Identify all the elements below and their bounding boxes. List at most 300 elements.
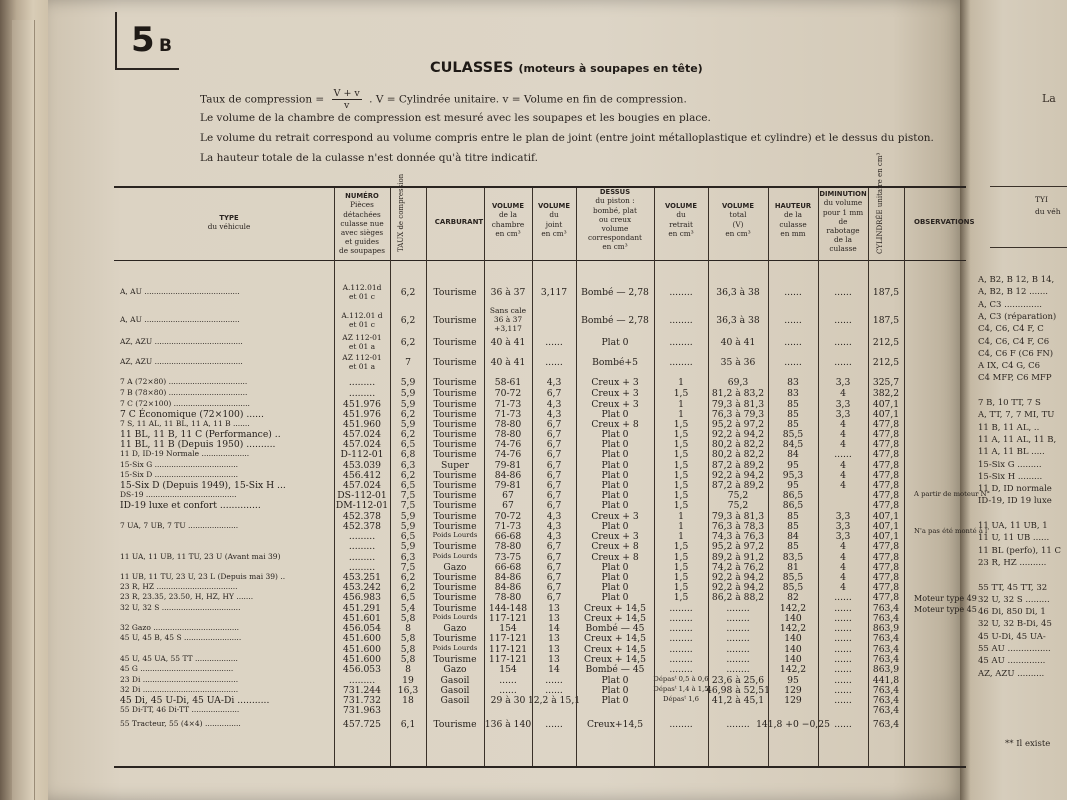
cell-type: DS-19 ...................................... (120, 490, 237, 499)
cell-cyl: 477,8 (872, 429, 900, 440)
cell-joint: 6,7 (546, 388, 562, 399)
cell-total: 80,2 à 82,2 (711, 439, 765, 450)
cell-haut: 83,5 (782, 552, 804, 563)
cell-total: 81,2 à 83,2 (711, 388, 765, 399)
dessus-line: volume (601, 223, 629, 233)
right-page-line: 11 B, 11 AL, .. (978, 422, 1040, 433)
right-page-line: 15-Six H ......... (978, 471, 1043, 482)
cell-total: 79,3 à 81,3 (711, 511, 765, 522)
cell-haut: 140 (784, 654, 802, 665)
cell-dessus: Creux + 3 (591, 377, 639, 388)
numero-line: culasse nue (340, 218, 384, 228)
cell-cyl: 407,1 (872, 531, 900, 542)
cell-carb: Gazo (443, 623, 467, 634)
cell-joint: 6,7 (546, 470, 562, 481)
cell-carb: Poids Lourds (432, 531, 478, 539)
cell-chambre: 84-86 (494, 582, 522, 593)
cell-total: 36,3 à 38 (716, 287, 760, 298)
cell-dim: ...... (834, 337, 852, 348)
cell-num: A.112.01 d (341, 310, 383, 320)
cell-cyl: 325,7 (872, 377, 900, 388)
cell-dim: 4 (840, 470, 846, 481)
cell-num: 456.054 (343, 623, 381, 634)
cell-cyl: 477,8 (872, 582, 900, 593)
column-rule (532, 188, 533, 766)
cell-type: 11 UA, 11 UB, 11 TU, 23 U (Avant mai 39) (120, 552, 281, 561)
cell-cyl: 212,5 (872, 337, 900, 348)
cell-num: DM-112-01 (335, 500, 389, 511)
cell-retrait: 1,5 (673, 439, 689, 450)
cell-type: A, AU ........................................ (120, 315, 240, 324)
cell-retrait: ........ (669, 315, 693, 326)
cell-joint: 14 (548, 664, 560, 675)
cell-num: ......... (348, 675, 376, 686)
cell-retrait: 1,5 (673, 490, 689, 501)
vol_total-line: (V) (732, 219, 744, 229)
right-page-line: A, TT, 7, 7 MI, TU (978, 410, 1055, 421)
cell-haut: 81 (787, 562, 799, 573)
cell-retrait: ........ (669, 719, 693, 730)
cell-carb: Tourisme (433, 315, 477, 326)
cell-chambre: 71-73 (494, 399, 522, 410)
cell-joint: 6,7 (546, 541, 562, 552)
cell-dim: ...... (834, 287, 852, 298)
cell-num: 451.600 (343, 644, 381, 655)
cell-dessus: Creux + 3 (591, 399, 639, 410)
numero-line: NUMÉRO (345, 192, 379, 200)
cell-chambre: 84-86 (494, 572, 522, 583)
cell-dim: 4 (840, 541, 846, 552)
cell-taux: 6,5 (400, 439, 416, 450)
cell-total: 74,2 à 76,2 (711, 562, 765, 573)
cell-total: ........ (726, 603, 750, 614)
header-taux: TAUX de compression (397, 173, 405, 252)
cell-chambre: 136 à 140 (484, 719, 532, 730)
cell-num: 457.024 (343, 480, 381, 491)
cell-total: 92,2 à 94,2 (711, 582, 765, 593)
observation-note: A partir de moteur N° (914, 490, 990, 498)
page-badge-number: 5 (131, 20, 154, 60)
cell-num: DS-112-01 (337, 490, 387, 501)
cell-retrait: ........ (669, 357, 693, 368)
cell-total: 92,2 à 94,2 (711, 470, 765, 481)
cell-haut: 95 (787, 675, 799, 686)
cell-dim: ...... (834, 592, 852, 603)
cell-num: AZ 112-01 (342, 332, 382, 342)
cell-type: 32 U, 32 S ................................. (120, 603, 241, 612)
cell-type: 15-Six D (Depuis 1949), 15-Six H ... (120, 480, 286, 491)
cell-type: 32 Gazo .................................... (120, 623, 240, 632)
numero-line: et guides (344, 236, 379, 246)
cell-joint: 6,7 (546, 562, 562, 573)
vol_retrait-line: retrait (669, 219, 693, 229)
column-rule (708, 188, 709, 766)
cell-retrait: Dépasᵗ 0,5 à 0,6 (653, 675, 709, 683)
cell-num: 731.244 (343, 685, 381, 696)
cell-haut: 85 (787, 541, 799, 552)
right-page-line: 11 D, ID normale (978, 484, 1052, 495)
cell-chambre: 79-81 (494, 480, 522, 491)
cell-cyl: 477,8 (872, 541, 900, 552)
cell-dim: 4 (840, 582, 846, 593)
cell-carb: Gasoil (440, 675, 470, 686)
cell-chambre: 117-121 (488, 613, 528, 624)
cell-cyl: 382,2 (872, 388, 900, 399)
cell-chambre: 67 (502, 490, 514, 501)
cell-chambre: Sans cale (489, 306, 527, 315)
cell-haut: 85 (787, 419, 799, 430)
cell-cyl: 477,8 (872, 572, 900, 583)
header-vol-joint (532, 202, 576, 238)
fraction-denominator: v (343, 100, 350, 111)
cell-chambre: 84-86 (494, 470, 522, 481)
cell-joint: ...... (545, 719, 563, 730)
cell-taux: 7 (405, 357, 411, 368)
cell-type: AZ, AZU ..................................... (120, 337, 243, 346)
cell-num: et 01 c (349, 319, 375, 329)
cell-dim: 4 (840, 572, 846, 583)
cell-joint: 12,2 à 15,1 (527, 695, 581, 706)
cell-taux: 6,2 (400, 429, 416, 440)
cell-carb: Tourisme (433, 377, 477, 388)
cell-dessus: Plat 0 (601, 480, 629, 491)
cell-type: 45 U, 45 UA, 55 TT .................. (120, 654, 238, 663)
cell-haut: 83 (787, 377, 799, 388)
cell-cyl: 763,4 (872, 654, 900, 665)
cell-retrait: 1 (678, 531, 684, 542)
cell-carb: Gasoil (440, 695, 470, 706)
cell-total: 92,2 à 94,2 (711, 429, 765, 440)
cell-joint: 6,7 (546, 449, 562, 460)
cell-carb: Poids Lourds (432, 644, 478, 652)
cell-type: 45 U, 45 B, 45 S ........................ (120, 633, 242, 642)
cell-chambre: 74-76 (494, 449, 522, 460)
column-rule (484, 188, 485, 766)
cell-type: 23 R, HZ .................................. (120, 582, 238, 591)
vol_joint-line: joint (545, 219, 563, 229)
title-main: CULASSES (430, 60, 514, 76)
cell-taux: 6,2 (400, 582, 416, 593)
cell-dim: 4 (840, 562, 846, 573)
column-rule (334, 188, 335, 766)
cell-carb: Tourisme (433, 337, 477, 348)
cell-carb: Tourisme (433, 429, 477, 440)
cell-haut: 82 (787, 592, 799, 603)
header-diminution (818, 190, 868, 253)
cell-taux: 6,5 (400, 531, 416, 542)
cell-joint: 6,7 (546, 480, 562, 491)
cell-retrait: 1,5 (673, 592, 689, 603)
cell-dim: ...... (834, 719, 852, 730)
cell-dim: ...... (834, 644, 852, 655)
cell-num: 456.053 (343, 664, 381, 675)
cell-dim: 4 (840, 429, 846, 440)
right-page-line: A, C3 .............. (978, 299, 1042, 310)
cell-haut: 95 (787, 480, 799, 491)
numero-line: avec sièges (340, 227, 384, 237)
column-rule (576, 188, 577, 766)
header-carburant: CARBURANT (434, 218, 484, 226)
cell-dim: 3,3 (835, 521, 851, 532)
cell-dessus: Creux + 14,5 (584, 654, 646, 665)
cell-retrait: 1,5 (673, 552, 689, 563)
right-page-col-frag-2: du véh (1035, 207, 1061, 216)
cell-carb: Tourisme (433, 480, 477, 491)
header-type (134, 214, 324, 232)
cell-type: 32 Di ........................................ (120, 685, 239, 694)
cell-num: et 01 c (349, 291, 375, 301)
cell-taux: 6,3 (400, 552, 416, 563)
cell-num: ......... (348, 531, 376, 542)
cell-num: 457.725 (343, 719, 381, 730)
cell-chambre: 74-76 (494, 439, 522, 450)
cell-dim: ...... (834, 357, 852, 368)
cell-cyl: 212,5 (872, 357, 900, 368)
cell-total: 35 à 36 (720, 357, 756, 368)
cell-dim: ...... (834, 613, 852, 624)
right-page-line: 46 Di, 850 Di, 1 (978, 607, 1046, 618)
cell-total: 69,3 (727, 377, 749, 388)
cell-total: 46,98 à 52,51 (706, 685, 770, 696)
vol_joint-line: en cm³ (541, 228, 567, 238)
cell-haut: 85,5 (782, 572, 804, 583)
page-title (430, 60, 703, 76)
cell-cyl: 763,4 (872, 719, 900, 730)
cell-cyl: 763,4 (872, 603, 900, 614)
vol_joint-line: du (549, 210, 559, 220)
cell-type: 7 A (72×80) ................................. (120, 377, 248, 386)
cell-cyl: 477,8 (872, 449, 900, 460)
cell-retrait: 1,5 (673, 460, 689, 471)
cell-chambre: 154 (499, 623, 517, 634)
cell-cyl: 763,4 (872, 644, 900, 655)
cell-joint: 6,7 (546, 592, 562, 603)
cell-num: 457.024 (343, 429, 381, 440)
right-page-footnote: ** Il existe (1005, 739, 1051, 749)
compression-fraction (332, 88, 362, 111)
diminution-line: DIMINUTION (819, 190, 867, 198)
right-page-line: A, B2, B 12, B 14, (978, 275, 1055, 285)
cell-cyl: 763,4 (872, 613, 900, 624)
right-page-line: 32 U, 32 S ......... (978, 594, 1050, 605)
cell-dessus: Plat 0 (601, 500, 629, 511)
cell-joint: 4,3 (546, 521, 562, 532)
hauteur-line: culasse (779, 219, 807, 229)
cell-chambre: 144-148 (488, 603, 528, 614)
cell-joint: ...... (545, 685, 563, 696)
header-numero (336, 192, 388, 255)
cell-cyl: 863,9 (872, 664, 900, 675)
cell-carb: Tourisme (433, 719, 477, 730)
cell-taux: 5,8 (400, 644, 416, 655)
cell-total: 86,2 à 88,2 (711, 592, 765, 603)
cell-num: ......... (348, 562, 376, 573)
observation-note: Moteur type 45 (914, 605, 977, 614)
cell-cyl: 477,8 (872, 439, 900, 450)
cell-cyl: 763,4 (872, 633, 900, 644)
cell-joint: 6,7 (546, 572, 562, 583)
cell-haut: 86,5 (782, 500, 804, 511)
cell-cyl: 763,4 (872, 685, 900, 696)
cell-retrait: ........ (669, 337, 693, 348)
cell-chambre: 71-73 (494, 521, 522, 532)
cell-total: ........ (726, 664, 750, 675)
cell-num: 451.976 (343, 409, 381, 420)
numero-line: détachées (343, 209, 381, 219)
column-rule (390, 188, 391, 766)
cell-haut: 140 (784, 644, 802, 655)
right-page-line: A IX, C4 G, C6 (978, 361, 1041, 372)
cell-taux: 5,4 (400, 603, 416, 614)
cell-chambre: 117-121 (488, 633, 528, 644)
page-badge-suffix: B (159, 36, 172, 56)
cell-taux: 7,5 (400, 490, 416, 501)
cell-chambre: 79-81 (494, 460, 522, 471)
type-line: du véhicule (207, 222, 251, 232)
cell-retrait: 1 (678, 409, 684, 420)
header-observations: OBSERVATIONS (914, 218, 975, 226)
cell-joint: 14 (548, 623, 560, 634)
cell-retrait: Dépasᵗ 1,4 à 1,5 (653, 685, 709, 693)
vol_chambre-line: VOLUME (492, 202, 524, 210)
diminution-line: rabotage (826, 225, 860, 235)
cell-joint: 4,3 (546, 377, 562, 388)
cell-cyl: 477,8 (872, 490, 900, 501)
cell-haut: 140 (784, 633, 802, 644)
cell-carb: Poids Lourds (432, 613, 478, 621)
cell-cyl: 477,8 (872, 592, 900, 603)
cell-num: et 01 a (348, 361, 376, 371)
cell-dessus: Creux + 3 (591, 531, 639, 542)
cell-total: 80,2 à 82,2 (711, 449, 765, 460)
cell-carb: Gasoil (440, 685, 470, 696)
cell-dessus: Creux + 14,5 (584, 613, 646, 624)
cell-carb: Tourisme (433, 399, 477, 410)
cell-dessus: Plat 0 (601, 521, 629, 532)
cell-total: ........ (726, 719, 750, 730)
diminution-line: de (838, 216, 848, 226)
cell-total: 87,2 à 89,2 (711, 460, 765, 471)
cell-cyl: 477,8 (872, 419, 900, 430)
cell-taux: 5,9 (400, 388, 416, 399)
cell-dessus: Creux + 8 (591, 552, 639, 563)
cell-total: 87,2 à 89,2 (711, 480, 765, 491)
cell-chambre: 70-72 (494, 511, 522, 522)
dessus-line: DESSUS (599, 188, 631, 196)
cell-cyl: 863,9 (872, 623, 900, 634)
cell-type: ID-19 luxe et confort .............. (120, 500, 261, 511)
cell-type: 23 R, 23.35, 23.50, H, HZ, HY ....... (120, 592, 254, 601)
cell-retrait: 1,5 (673, 449, 689, 460)
cell-num: 453.251 (343, 572, 381, 583)
cell-chambre: 67 (502, 500, 514, 511)
cell-num: 731.732 (343, 695, 381, 706)
cell-dessus: Bombé — 2,78 (581, 287, 649, 298)
cell-dim: ...... (834, 633, 852, 644)
cell-dim: ...... (834, 623, 852, 634)
cell-haut: 85,5 (782, 429, 804, 440)
cell-haut: 84,5 (782, 439, 804, 450)
cell-cyl: 407,1 (872, 409, 900, 420)
dessus-line: ou creux (598, 214, 632, 224)
cell-joint: 4,3 (546, 399, 562, 410)
cell-dessus: Plat 0 (601, 460, 629, 471)
cell-carb: Tourisme (433, 439, 477, 450)
cell-num: 451.960 (343, 419, 381, 430)
diminution-line: culasse (829, 244, 857, 254)
cell-dessus: Creux + 14,5 (584, 603, 646, 614)
diminution-line: pour 1 mm (822, 207, 864, 217)
right-page-line: 7 B, 10 TT, 7 S (978, 398, 1041, 408)
cell-retrait: 1 (678, 511, 684, 522)
cell-cyl: 477,8 (872, 480, 900, 491)
cell-total: 79,3 à 81,3 (711, 399, 765, 410)
cell-num: ......... (348, 388, 376, 399)
cell-type: 45 G ....................................... (120, 664, 234, 673)
cell-dim: 4 (840, 388, 846, 399)
cell-dessus: Plat 0 (601, 582, 629, 593)
right-page-line: 32 U, 32 B-Di, 45 (978, 619, 1052, 630)
cell-type: AZ, AZU ..................................... (120, 357, 243, 366)
vol_total-line: en cm³ (725, 228, 751, 238)
cell-joint: 13 (548, 603, 560, 614)
cell-dessus: Bombé — 45 (585, 664, 645, 675)
cell-total: 23,6 à 25,6 (711, 675, 765, 686)
cell-joint: ...... (545, 337, 563, 348)
cell-cyl: 187,5 (872, 315, 900, 326)
vol_chambre-line: de la (499, 210, 517, 220)
cell-num: 453.242 (343, 582, 381, 593)
cell-total: 95,2 à 97,2 (711, 541, 765, 552)
cell-total: 92,2 à 94,2 (711, 572, 765, 583)
type-line: TYPE (219, 214, 239, 222)
cell-type: 15-Six G ................................... (120, 460, 239, 469)
cell-joint: 6,7 (546, 500, 562, 511)
right-page-line: 11 A, 11 BL ..... (978, 447, 1045, 458)
cell-dessus: Bombé — 2,78 (581, 315, 649, 326)
cell-retrait: 1,5 (673, 419, 689, 430)
cell-chambre: 36 à 37 (493, 315, 523, 324)
cell-dim: ...... (834, 664, 852, 675)
cell-type: 45 Di, 45 U-Di, 45 UA-Di ........... (120, 695, 270, 706)
intro-line-3: Le volume du retrait correspond au volume compris entre le plan de joint (entre joint métalloplastique et cylindre) et le dessus du piston. (200, 132, 934, 144)
column-rule (654, 188, 655, 766)
cell-carb: Tourisme (433, 633, 477, 644)
cell-dim: ...... (834, 654, 852, 665)
cell-chambre: 70-72 (494, 388, 522, 399)
cell-carb: Tourisme (433, 654, 477, 665)
cell-taux: 6,2 (400, 315, 416, 326)
numero-line: Pièces (350, 200, 374, 210)
column-rule (904, 188, 905, 766)
vol_total-line: VOLUME (722, 202, 754, 210)
cell-taux: 6,2 (400, 409, 416, 420)
cell-retrait: 1,5 (673, 582, 689, 593)
cell-dessus: Plat 0 (601, 675, 629, 686)
cell-num: et 01 a (348, 341, 376, 351)
dessus-line: bombé, plat (593, 205, 637, 215)
header-dessus (576, 188, 654, 251)
cell-joint: 6,7 (546, 582, 562, 593)
cell-num: 451.600 (343, 633, 381, 644)
cell-retrait: ........ (669, 603, 693, 614)
cell-retrait: 1 (678, 399, 684, 410)
cell-retrait: 1,5 (673, 429, 689, 440)
cell-dessus: Plat 0 (601, 429, 629, 440)
cell-taux: 5,9 (400, 521, 416, 532)
cell-dessus: Plat 0 (601, 470, 629, 481)
cell-joint: ...... (545, 357, 563, 368)
